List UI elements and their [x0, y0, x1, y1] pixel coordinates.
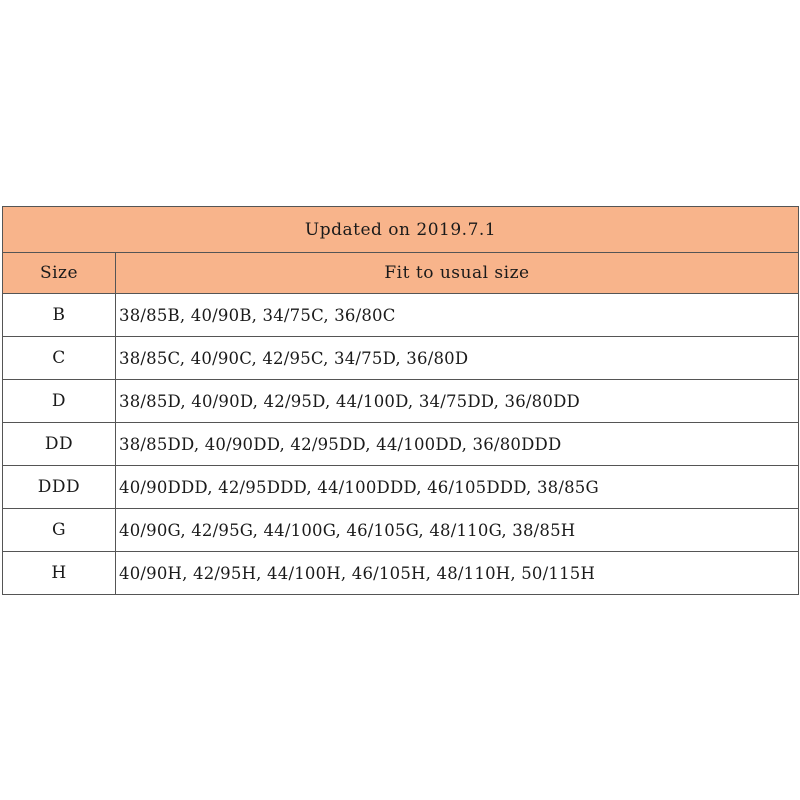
table-row [3, 380, 799, 423]
table-row [3, 509, 799, 552]
fit-cell: 40/90H, 42/95H, 44/100H, 46/105H, 48/110H, 50/115H [116, 552, 799, 595]
size-column-header: Size [3, 253, 116, 294]
size-cell: C [3, 337, 116, 380]
table-row [3, 466, 799, 509]
fit-cell: 40/90G, 42/95G, 44/100G, 46/105G, 48/110G, 38/85H [116, 509, 799, 552]
fit-cell: 38/85C, 40/90C, 42/95C, 34/75D, 36/80D [116, 337, 799, 380]
table-title-row [3, 207, 799, 253]
fit-cell: 38/85D, 40/90D, 42/95D, 44/100D, 34/75DD, 36/80DD [116, 380, 799, 423]
size-cell: DDD [3, 466, 116, 509]
fit-column-header: Fit to usual size [116, 253, 799, 294]
size-cell: H [3, 552, 116, 595]
table-row [3, 552, 799, 595]
table-header-row [3, 253, 799, 294]
size-cell: G [3, 509, 116, 552]
table-row [3, 294, 799, 337]
size-cell: B [3, 294, 116, 337]
fit-cell: 38/85DD, 40/90DD, 42/95DD, 44/100DD, 36/80DDD [116, 423, 799, 466]
size-chart-table [2, 206, 799, 595]
size-cell: DD [3, 423, 116, 466]
table-row [3, 337, 799, 380]
fit-cell: 38/85B, 40/90B, 34/75C, 36/80C [116, 294, 799, 337]
fit-cell: 40/90DDD, 42/95DDD, 44/100DDD, 46/105DDD, 38/85G [116, 466, 799, 509]
table-row [3, 423, 799, 466]
table-title: Updated on 2019.7.1 [3, 207, 799, 253]
size-cell: D [3, 380, 116, 423]
